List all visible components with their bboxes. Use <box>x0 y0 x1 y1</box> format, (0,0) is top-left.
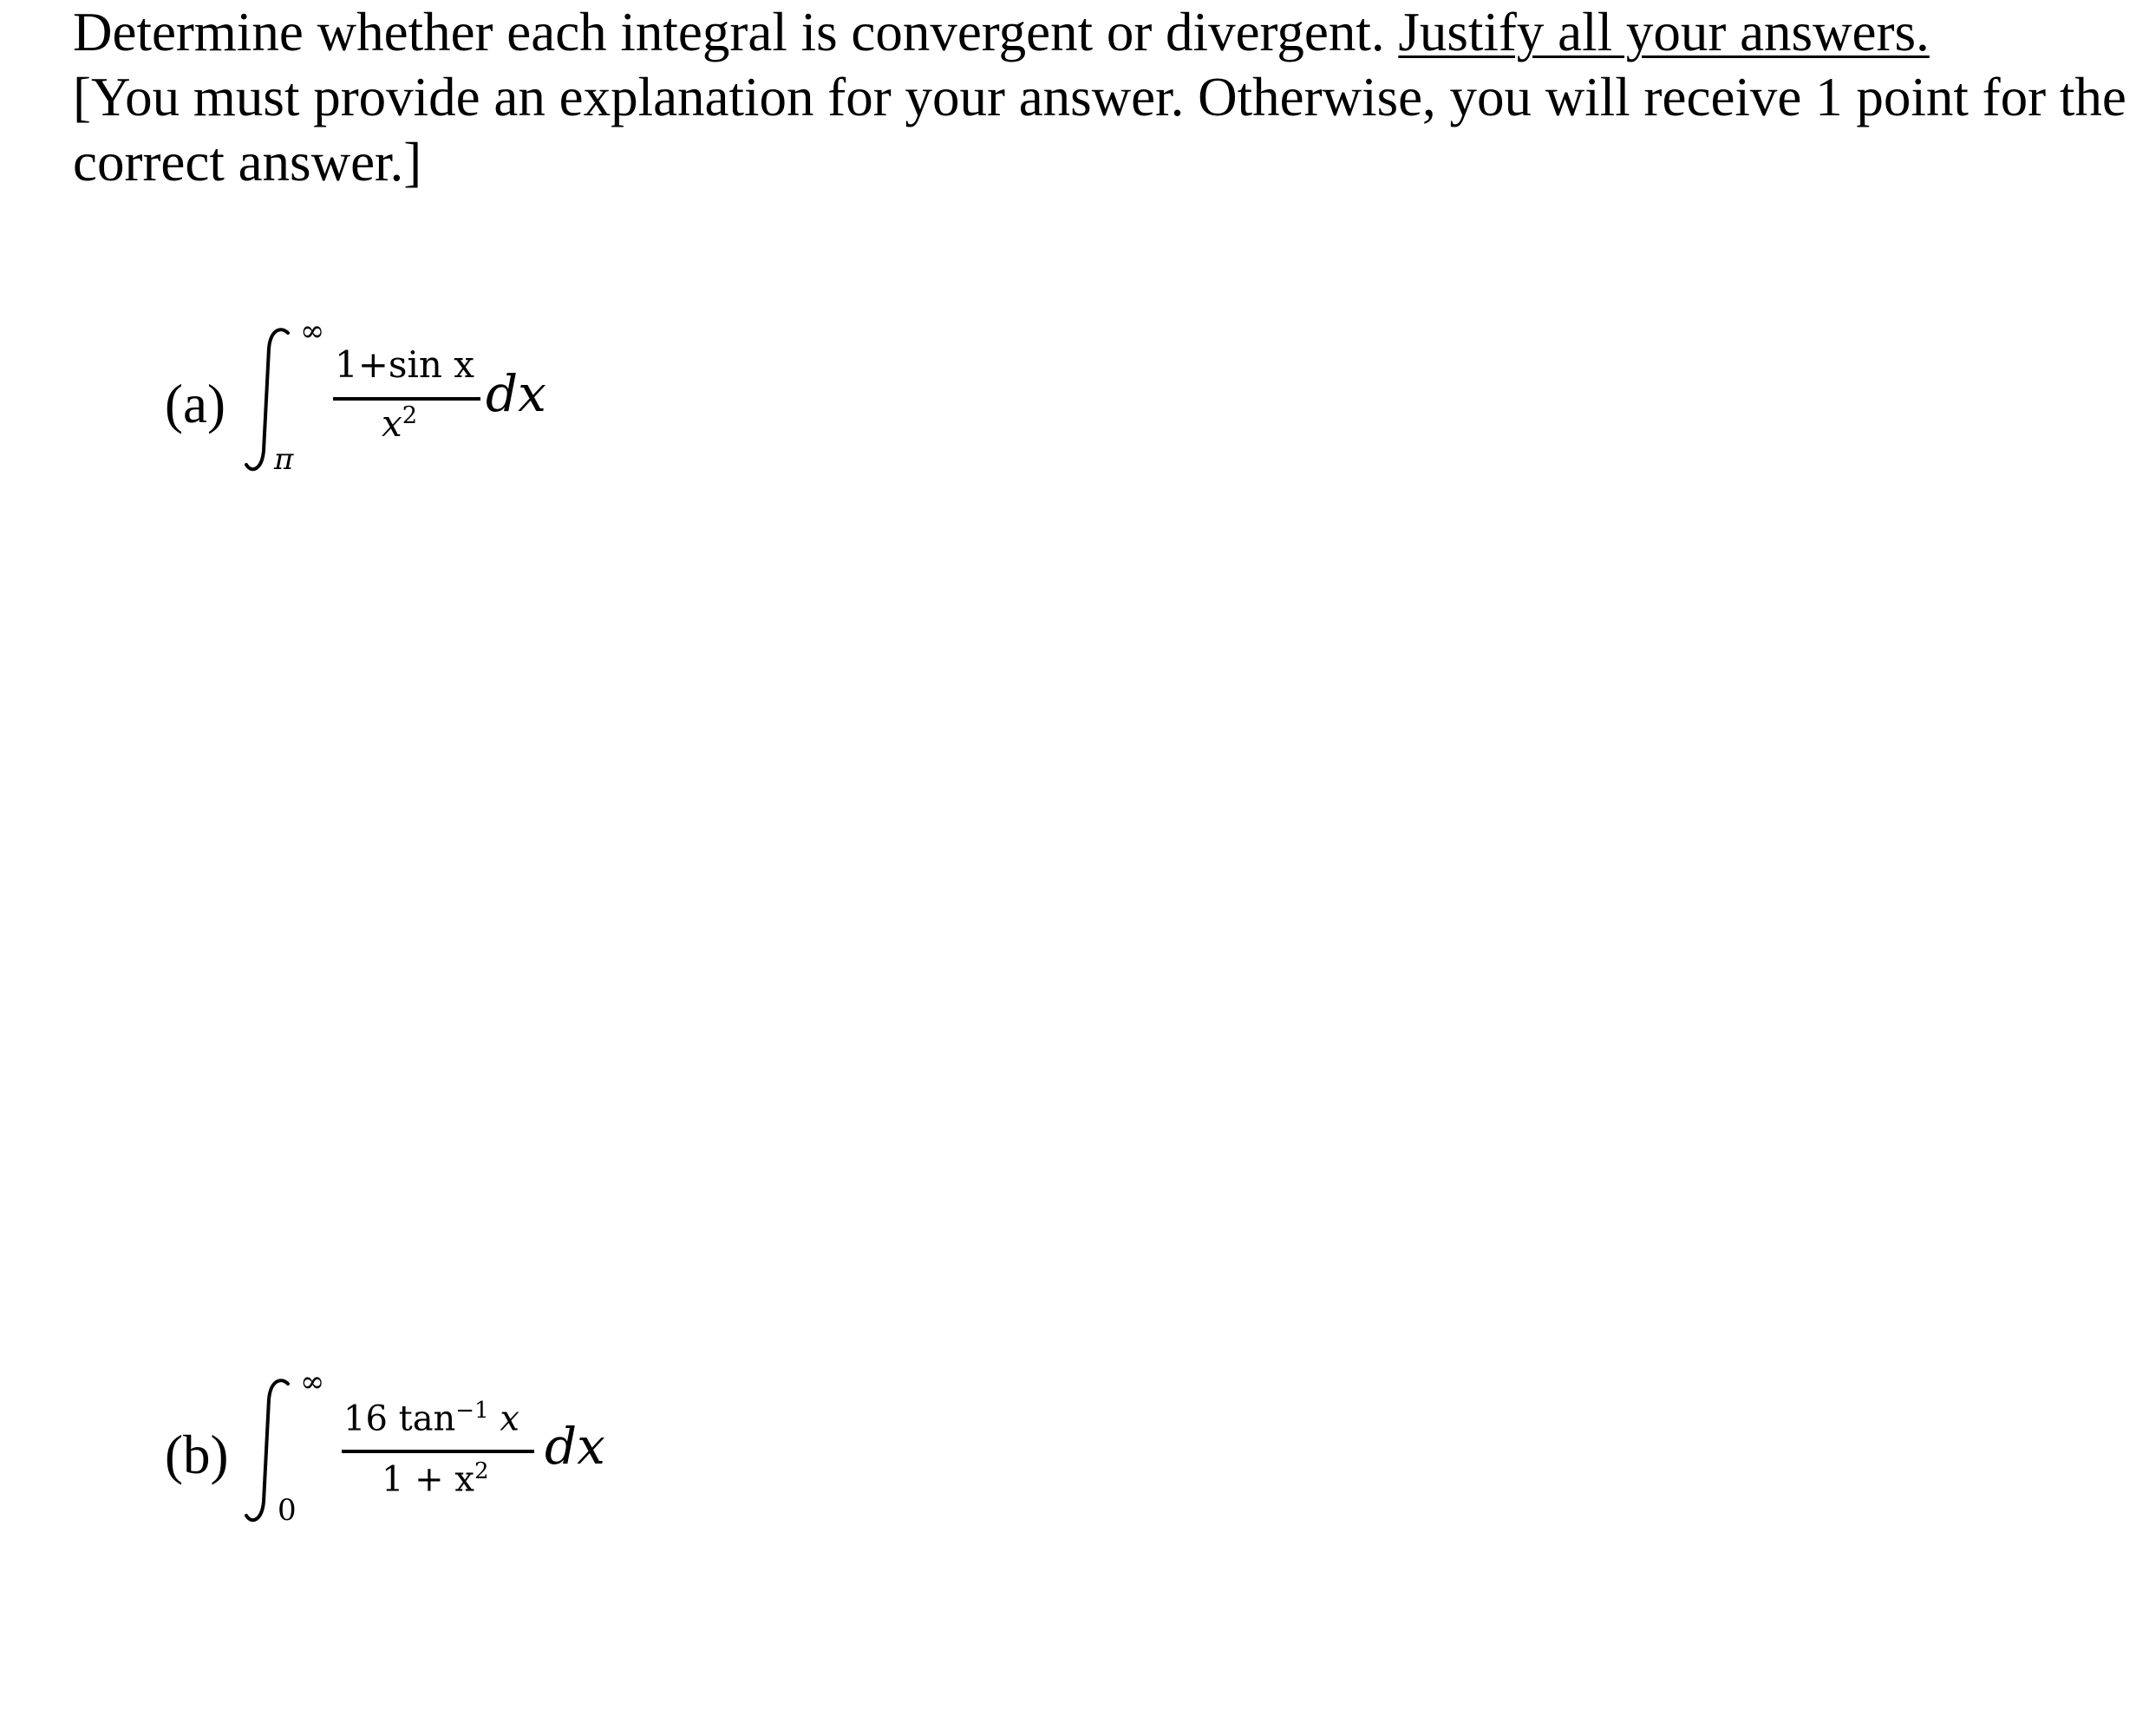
numerator-exponent: −1 <box>455 1398 489 1424</box>
problem-label: (b) <box>165 1425 229 1485</box>
numerator-base: 16 tan <box>343 1399 456 1439</box>
denominator-exponent: 2 <box>402 402 418 429</box>
denominator-exponent: 2 <box>474 1458 489 1484</box>
problem-a <box>0 314 1041 546</box>
problem-b <box>0 1365 1041 1597</box>
fraction-bar <box>333 397 480 401</box>
upper-limit: ∞ <box>300 1365 325 1399</box>
numerator <box>343 1398 519 1438</box>
differential: dx <box>545 1417 605 1476</box>
instructions-emphasis: Justify all your answers. <box>1398 2 1930 62</box>
denominator-base: x <box>382 402 402 445</box>
instructions-paragraph <box>73 0 2146 195</box>
fraction-bar <box>342 1450 534 1453</box>
numerator <box>335 343 474 386</box>
denominator-base: 1 + x <box>382 1459 474 1500</box>
upper-limit: ∞ <box>300 314 325 349</box>
problem-label: (a) <box>165 374 225 434</box>
instructions-line2: [You must provide an explanation for your answer. Otherwise, you will receive 1 point for the correct answer.] <box>73 67 2127 192</box>
differential: dx <box>486 364 546 423</box>
instructions-line1: Determine whether each integral is convergent or divergent. <box>73 2 1399 62</box>
lower-limit: π <box>274 442 294 477</box>
lower-limit: 0 <box>278 1493 297 1528</box>
denominator <box>382 1458 489 1499</box>
denominator <box>382 402 417 445</box>
numerator-var: x <box>488 1399 519 1439</box>
numerator-text: 1+sin x <box>335 343 474 386</box>
